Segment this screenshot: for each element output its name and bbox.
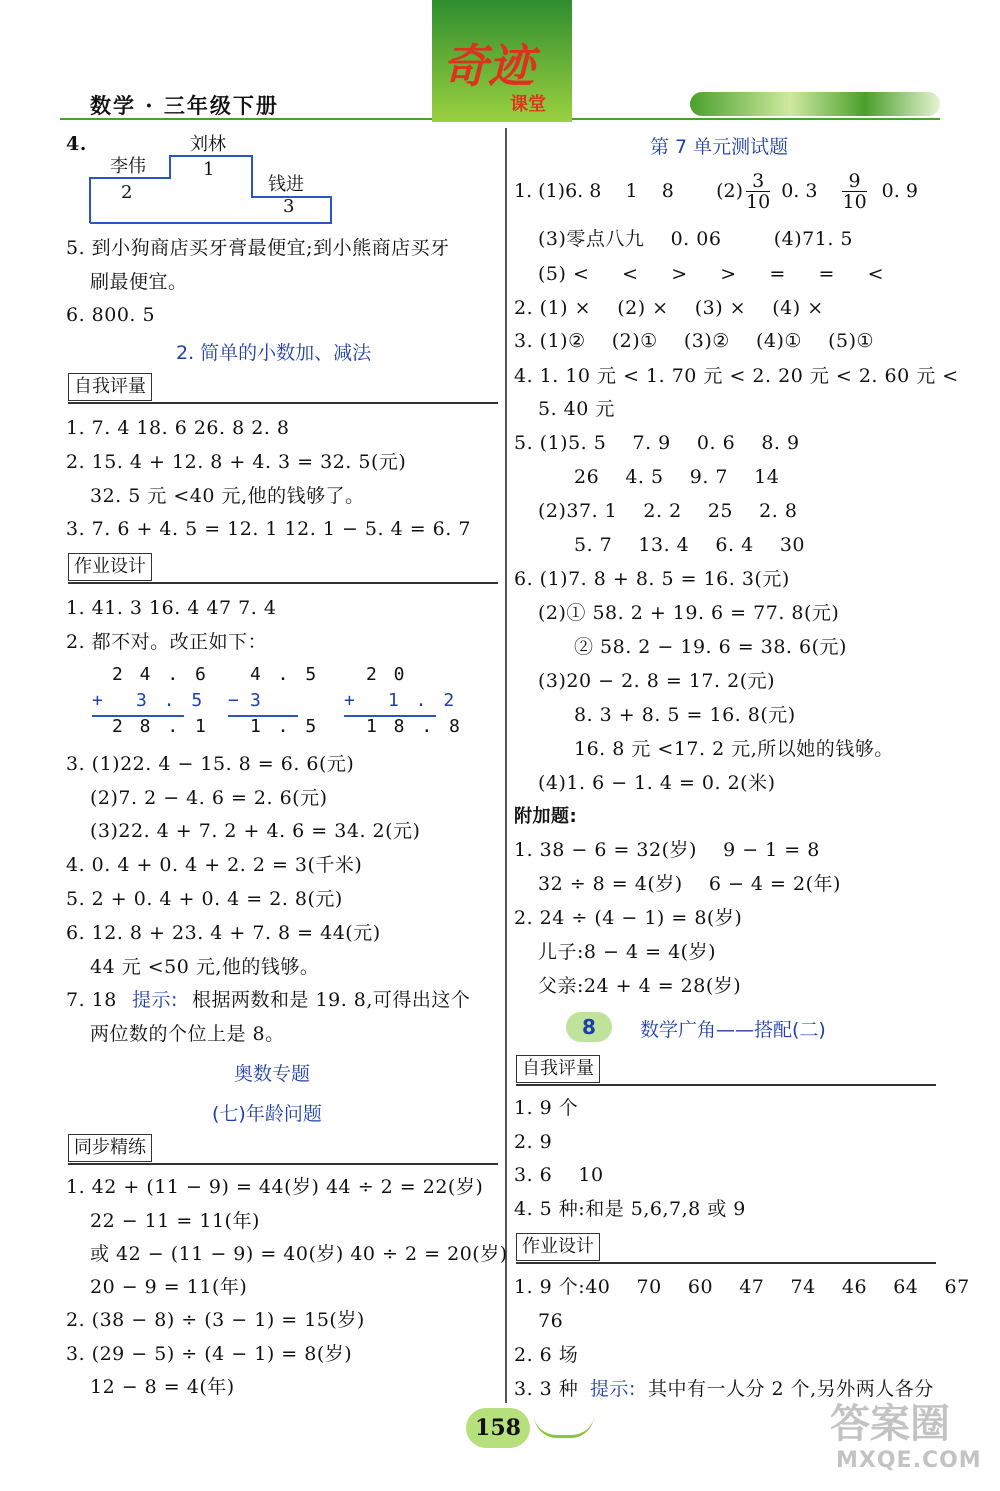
vertical-calc-1-result: 2 8 . 1 — [112, 716, 209, 737]
r1-fraction-1 — [746, 171, 770, 212]
y6-a: 6. 12. 8 + 23. 4 + 7. 8 = 44(元) — [66, 922, 381, 944]
page-number-badge — [466, 1408, 530, 1448]
f1-b: 32 ÷ 8 = 4(岁) 6 − 4 = 2(年) — [538, 873, 841, 895]
podium-second-name: 李伟 — [110, 156, 146, 177]
t1-c: 或 42 − (11 − 9) = 40(岁) 40 ÷ 2 = 20(岁) — [90, 1243, 508, 1265]
r6-e: 8. 3 + 8. 5 = 16. 8(元) — [574, 704, 796, 726]
t3-a: 3. (29 − 5) ÷ (4 − 1) = 8(岁) — [66, 1343, 353, 1365]
y7-hint-text: 根据两数和是 19. 8,可得出这个 — [192, 989, 471, 1011]
section-title-decimal-add-sub: 2. 简单的小数加、减法 — [176, 342, 372, 364]
s1: 1. 9 个 — [514, 1097, 579, 1119]
y6-b: 44 元 <50 元,他的钱够。 — [90, 956, 320, 978]
logo-main-text: 奇迹 — [442, 39, 534, 93]
r6-b: (2)① 58. 2 + 19. 6 = 77. 8(元) — [538, 602, 840, 624]
z2-b: 32. 5 元 <40 元,他的钱够了。 — [90, 485, 365, 507]
y1: 1. 41. 3 16. 4 47 7. 4 — [66, 597, 277, 619]
w3-hint-text: 其中有一人分 2 个,另外两人各分 — [648, 1378, 934, 1400]
r6-g: (4)1. 6 − 1. 4 = 0. 2(米) — [538, 772, 776, 794]
t1-a: 1. 42 + (11 − 9) = 44(岁) 44 ÷ 2 = 22(岁) — [66, 1176, 484, 1198]
y7-hint-text-2: 两位数的个位上是 8。 — [90, 1023, 285, 1045]
y7-hint-label: 提示: — [132, 989, 178, 1011]
vertical-calc-3-result: 1 8 . 8 — [366, 716, 463, 737]
y7-number: 7. 18 — [66, 989, 117, 1011]
podium-third-rank: 3 — [283, 196, 295, 217]
s2: 2. 9 — [514, 1131, 553, 1153]
vertical-calc-1-op: + — [92, 690, 106, 711]
r5-d: 5. 7 13. 4 6. 4 30 — [574, 534, 806, 556]
section-title-olympiad: 奥数专题 — [234, 1063, 311, 1085]
w3-number: 3. 3 种 — [514, 1378, 579, 1400]
r1-b: (3)零点八九 0. 06 (4)71. 5 — [538, 228, 853, 250]
badge-zuoye-sheji: 作业设计 — [68, 553, 152, 581]
header-line-right — [572, 118, 940, 120]
w1-a: 1. 9 个:40 70 60 47 74 46 64 67 — [514, 1276, 970, 1298]
r4-b: 5. 40 元 — [538, 398, 615, 420]
z1: 1. 7. 4 18. 6 26. 8 2. 8 — [66, 417, 290, 439]
w3-hint-label: 提示: — [590, 1378, 636, 1400]
bonus-label: 附加题: — [514, 806, 578, 827]
t1-d: 20 − 9 = 11(年) — [90, 1276, 248, 1298]
badge-tongbu-jinglian: 同步精练 — [68, 1134, 152, 1162]
rule-tongbu — [68, 1163, 498, 1165]
r1-fraction-2-denominator: 10 — [842, 190, 867, 213]
logo-box — [432, 0, 572, 122]
t2: 2. (38 − 8) ÷ (3 − 1) = 15(岁) — [66, 1309, 365, 1331]
r1-fraction-2 — [842, 171, 866, 212]
r1-fraction-2-numerator: 9 — [842, 171, 866, 192]
column-divider — [505, 128, 507, 1403]
r6-d: (3)20 − 2. 8 = 17. 2(元) — [538, 670, 776, 692]
rule-zuoye-right — [516, 1262, 936, 1264]
vertical-calc-3 — [344, 664, 463, 744]
r5-c: (2)37. 1 2. 2 25 2. 8 — [538, 500, 798, 522]
r5-b: 26 4. 5 9. 7 14 — [574, 466, 780, 488]
q4-label: 4. — [66, 133, 87, 155]
r6-a: 6. (1)7. 8 + 8. 5 = 16. 3(元) — [514, 568, 790, 590]
podium-second-rank: 2 — [121, 182, 133, 203]
s4: 4. 5 种:和是 5,6,7,8 或 9 — [514, 1198, 746, 1220]
s3: 3. 6 10 — [514, 1164, 604, 1186]
r4-a: 4. 1. 10 元 < 1. 70 元 < 2. 20 元 < 2. 60 元 < — [514, 365, 959, 387]
f1-a: 1. 38 − 6 = 32(岁) 9 − 1 = 8 — [514, 839, 820, 861]
r1-c: (5) < < > > = = < — [538, 263, 885, 285]
vertical-calc-2-op: − — [228, 690, 242, 711]
watermark-logo — [820, 1392, 990, 1482]
vertical-calc-1 — [92, 664, 209, 744]
r6-f: 16. 8 元 <17. 2 元,所以她的钱够。 — [574, 738, 894, 760]
vertical-calc-2-top: 4 . 5 — [250, 664, 320, 685]
rule-zuoye — [68, 582, 498, 584]
r1-end: 0. 9 — [881, 180, 918, 202]
watermark-main: 答案圈 — [830, 1401, 950, 1447]
f2-c: 父亲:24 + 4 = 28(岁) — [538, 975, 742, 997]
badge-ziwo-pingliang: 自我评量 — [68, 373, 152, 401]
footer-swirl — [534, 1415, 594, 1438]
section-title-unit7-test: 第 7 单元测试题 — [650, 136, 789, 158]
podium-diagram — [88, 130, 338, 226]
q5-line1: 5. 到小狗商店买牙膏最便宜;到小熊商店买牙 — [66, 237, 450, 259]
badge-ziwo-pingliang-right: 自我评量 — [516, 1055, 600, 1083]
logo-sub-text: 课堂 — [510, 94, 546, 115]
y2: 2. 都不对。改正如下： — [66, 631, 268, 653]
y5: 5. 2 + 0. 4 + 0. 4 = 2. 8(元) — [66, 888, 343, 910]
r3: 3. (1)② (2)① (3)② (4)① (5)① — [514, 330, 875, 352]
f2-a: 2. 24 ÷ (4 − 1) = 8(岁) — [514, 907, 743, 929]
vertical-calc-3-top: 2 0 — [366, 664, 408, 685]
q6: 6. 800. 5 — [66, 304, 156, 326]
r1-fraction-1-numerator: 3 — [746, 171, 770, 192]
rule-ziwo-right — [516, 1084, 936, 1086]
rule-ziwo — [68, 402, 498, 404]
vertical-calc-2 — [228, 664, 318, 744]
r1-a-prefix: 1. (1)6. 8 1 8 (2) — [514, 180, 744, 202]
podium-first-name: 刘林 — [190, 134, 226, 155]
r5-a: 5. (1)5. 5 7. 9 0. 6 8. 9 — [514, 432, 800, 454]
decorative-swirl — [690, 92, 940, 116]
vertical-calc-1-top: 2 4 . 6 — [112, 664, 209, 685]
y3-2: (2)7. 2 − 4. 6 = 2. 6(元) — [90, 787, 328, 809]
r1-a — [514, 168, 918, 214]
w2: 2. 6 场 — [514, 1344, 579, 1366]
unit8-number: 8 — [582, 1015, 596, 1039]
subject-title: 数学 · 三年级下册 — [90, 93, 279, 118]
page-number: 158 — [475, 1415, 521, 1441]
header-bar — [0, 0, 1000, 122]
y4: 4. 0. 4 + 0. 4 + 2. 2 = 3(千米) — [66, 854, 363, 876]
y3-1: 3. (1)22. 4 − 15. 8 = 6. 6(元) — [66, 753, 355, 775]
podium-first-rank: 1 — [203, 159, 215, 180]
section-title-age-problems: (七)年龄问题 — [212, 1103, 322, 1125]
watermark-sub: MXQE.COM — [836, 1448, 982, 1473]
r1-fraction-1-denominator: 10 — [746, 190, 771, 213]
z2-a: 2. 15. 4 + 12. 8 + 4. 3 = 32. 5(元) — [66, 451, 407, 473]
vertical-calc-2-result: 1 . 5 — [250, 716, 320, 737]
r6-c: ② 58. 2 − 19. 6 = 38. 6(元) — [574, 636, 847, 658]
section-title-unit8: 数学广角——搭配(二) — [640, 1019, 826, 1041]
r1-mid: 0. 3 — [781, 180, 818, 202]
vertical-calc-1-bottom: 3 . 5 — [136, 690, 206, 711]
r2: 2. (1) × (2) × (3) × (4) × — [514, 297, 824, 319]
t3-b: 12 − 8 = 4(年) — [90, 1376, 235, 1398]
t1-b: 22 − 11 = 11(年) — [90, 1210, 260, 1232]
unit8-number-badge — [566, 1012, 612, 1042]
y3-3: (3)22. 4 + 7. 2 + 4. 6 = 34. 2(元) — [90, 820, 421, 842]
vertical-calc-3-op: + — [344, 690, 358, 711]
badge-zuoye-sheji-right: 作业设计 — [516, 1233, 600, 1261]
z3: 3. 7. 6 + 4. 5 = 12. 1 12. 1 − 5. 4 = 6. 7 — [66, 518, 471, 540]
vertical-calc-2-bottom: 3 — [250, 690, 264, 711]
w1-b: 76 — [538, 1310, 564, 1332]
podium-third-name: 钱进 — [268, 174, 304, 195]
header-line-left — [60, 118, 435, 120]
f2-b: 儿子:8 − 4 = 4(岁) — [538, 941, 716, 963]
vertical-calc-3-bottom: 1 . 2 — [388, 690, 458, 711]
q5-line2: 刷最便宜。 — [90, 271, 188, 293]
